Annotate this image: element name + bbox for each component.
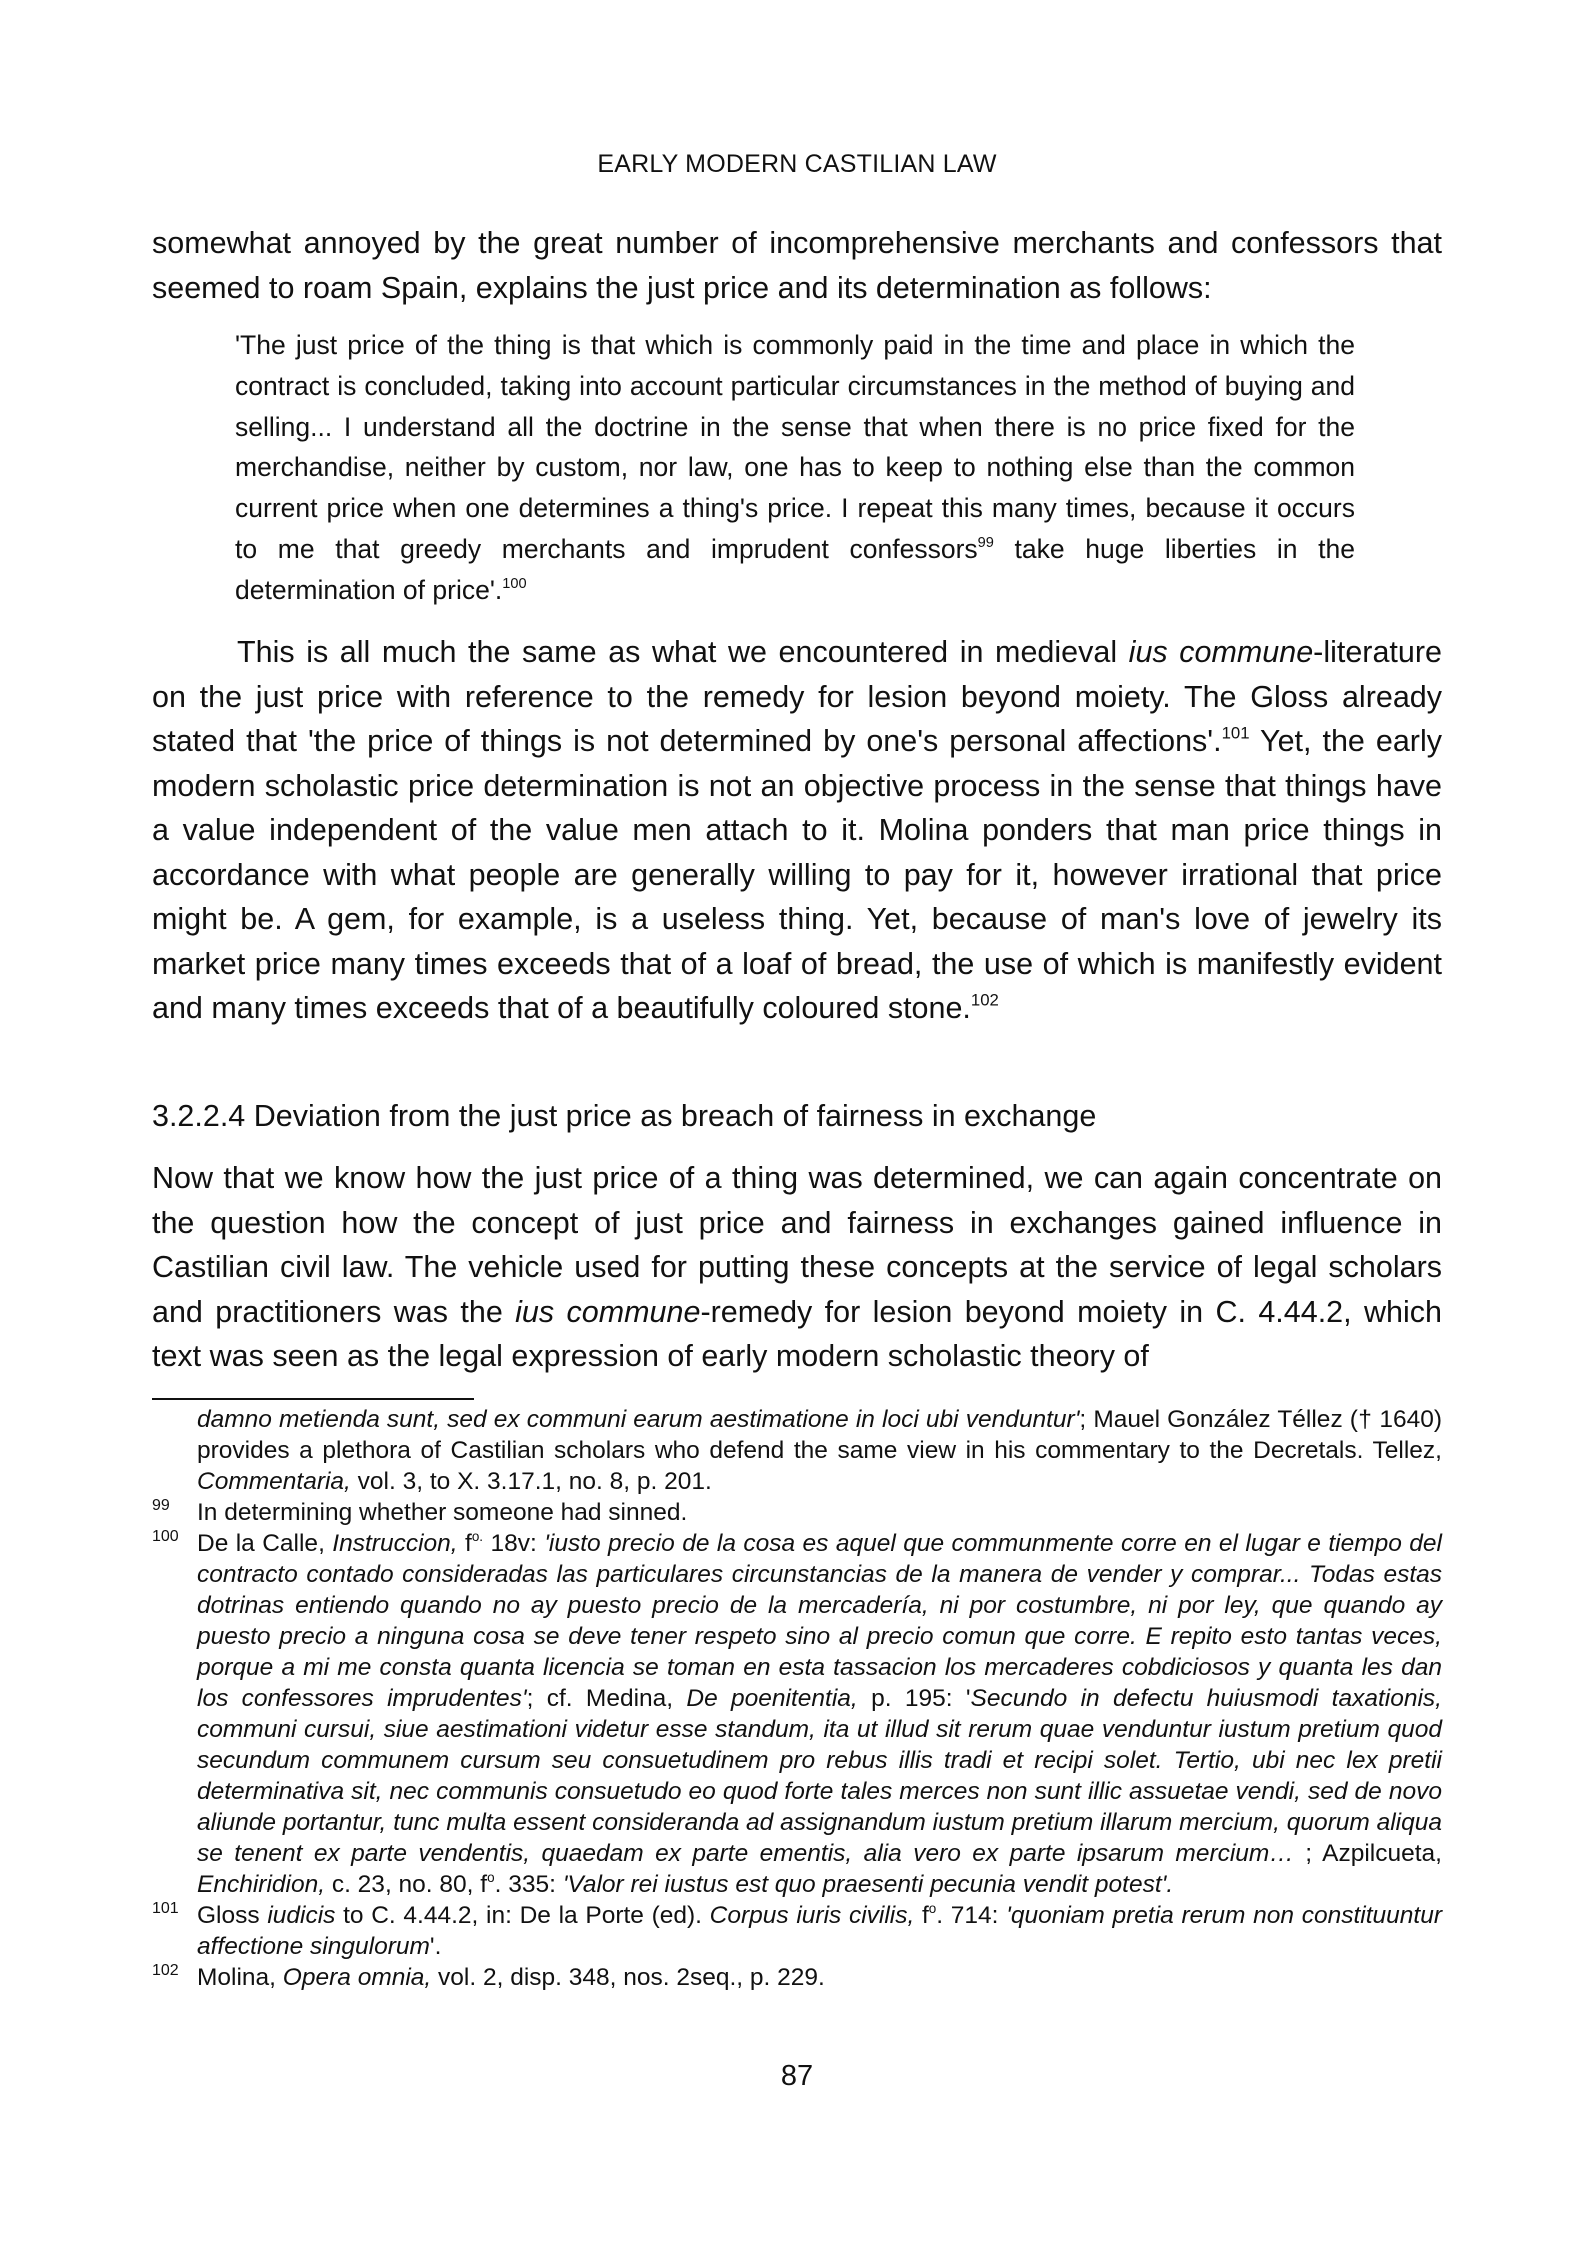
paragraph-continuation [152,221,1442,310]
running-header: EARLY MODERN CASTILIAN LAW [597,150,997,178]
footnote-100: 100 De la Calle, Instruccion, $f^{o.}$ 18v: 'iusto precio de la cosa es aquel que communmente corre en el lugar e tiempo del contracto contado consideradas las particulares circunstancias de la manera de vender y comprar... Todas estas dotrinas entiendo quando no ay puesto precio de la mercadería, ni por costumbre, ni por ley, que quando ay puesto precio a ninguna cosa se deve tener respeto sino al precio comun que corre. E repito esto tantas veces, porque a mi me consta quanta licencia se toman en esta tassacion los mercaderes cobdiciosos y quanta les dan los confessores imprudentes'; cf. Medina, De poenitentia, p. 195: 'Secundo in defectu huiusmodi taxationis, communi cursui, siue aestimationi videtur esse standum, ita ut illud sit rerum quae venduntur iustum pretium quod secundum communem cursum seu consuetudinem pro rebus illis tradi et recipi solet. Tertio, ubi nec lex pretii determinativa sit, nec communis consuetudo eo quod forte tales merces non sunt illic assuetae vendi, sed de novo aliunde portantur, tunc multa essent consideranda ad assignandum iustum pretium illarum mercium, quorum aliqua se tenent ex parte vendentis, quaedam ex parte ementis, alia vero ex parte ipsarum mercium… ; Azpilcueta, Enchiridion, c. 23, no. 80, $f^o$. 335: 'Valor rei iustus est quo praesenti pecunia vendit potest'. [152,1528,1442,1898]
page-number: 87 [780,2060,814,2092]
footnote-ref-99[interactable]: 99 [977,535,994,552]
footnote-102: 102 Molina, Opera omnia, vol. 2, disp. 348, nos. 2seq., p. 229. [152,1962,825,1991]
footnote-ref-101[interactable]: 101 [1221,723,1250,743]
footnote-number: 101 [152,1900,179,1917]
footnote-number: 99 [152,1497,170,1514]
section-heading: 3.2.2.4 Deviation from the just price as breach of fairness in exchange [152,1099,1097,1133]
footnote-continuation: damno metienda sunt, sed ex communi earum aestimatione in loci ubi venduntur'; Mauel González Téllez († 1640) provides a plethora of Castilian scholars who defend the same view in his commentary to the Decretals. Tellez, Commentaria, vol. 3, to X. 3.17.1, no. 8, p. 201. [197,1406,1442,1495]
quote-text-a: 'The just price of the thing is that which is commonly paid in the time and place in which the contract is concluded, taking into account particular circumstances in the method of buying and selling... I understand all the doctrine in the sense that when there is no price fixed for the merchandise, neither by custom, nor law, one has to keep to nothing else than the common current price when one determines a thing's price. I repeat this many times, because it occurs to me that greedy merchants and imprudent confessors [235,330,1355,564]
quote-text-b: take huge liberties in the determination of price'. [235,533,1355,605]
paragraph-3: Now that we know how the just price of a thing was determined, we can again concentrate on the question how the concept of just price and fairness in exchanges gained influence in Castilian civil law. The vehicle used for putting these concepts at the service of legal scholars and practitioners was the ius commune-remedy for lesion beyond moiety in C. 4.44.2, which text was seen as the legal expression of early modern scholastic theory of [152,1161,1442,1373]
italic-ius-commune: ius commune [1128,635,1314,669]
footnote-number: 100 [152,1528,179,1545]
footnote-ref-102[interactable]: 102 [970,990,999,1010]
italic-ius-commune: ius commune [515,1294,701,1329]
footnote-99: 99 In determining whether someone had sinned. [152,1497,688,1526]
footnote-101: 101 Gloss iudicis to C. 4.44.2, in: De la Porte (ed). Corpus iuris civilis, $f^o$. 714: 'quoniam pretia rerum non constituuntur affectione singulorum'. [152,1900,1442,1960]
footnote-number: 102 [152,1962,179,1979]
paragraph-1: somewhat annoyed by the great number of incomprehensive merchants and confessors that seemed to roam Spain, explains the just price and its determination as follows: [152,226,1442,305]
footnotes [152,1404,1442,1993]
footnote-ref-100[interactable]: 100 [502,575,527,592]
paragraph-2: This is all much the same as what we encountered in medieval ius commune-literature on the just price with reference to the remedy for lesion beyond moiety. The Gloss already stated that 'the price of things is not determined by one's personal affections'.$^{101}$ Yet, the early modern scholastic price determination is not an objective process in the sense that things have a value independent of the value men attach to it. Molina ponders that man price things in accordance with what people are generally willing to pay for it, however irrational that price might be. A gem, for example, is a useless thing. Yet, because of man's love of jewelry its market price many times exceeds that of a loaf of bread, the use of which is manifestly evident and many times exceeds that of a beautifully coloured stone.$^{102}$ [152,635,1442,1025]
block-quote [235,325,1355,611]
footnote-separator [152,1398,474,1400]
